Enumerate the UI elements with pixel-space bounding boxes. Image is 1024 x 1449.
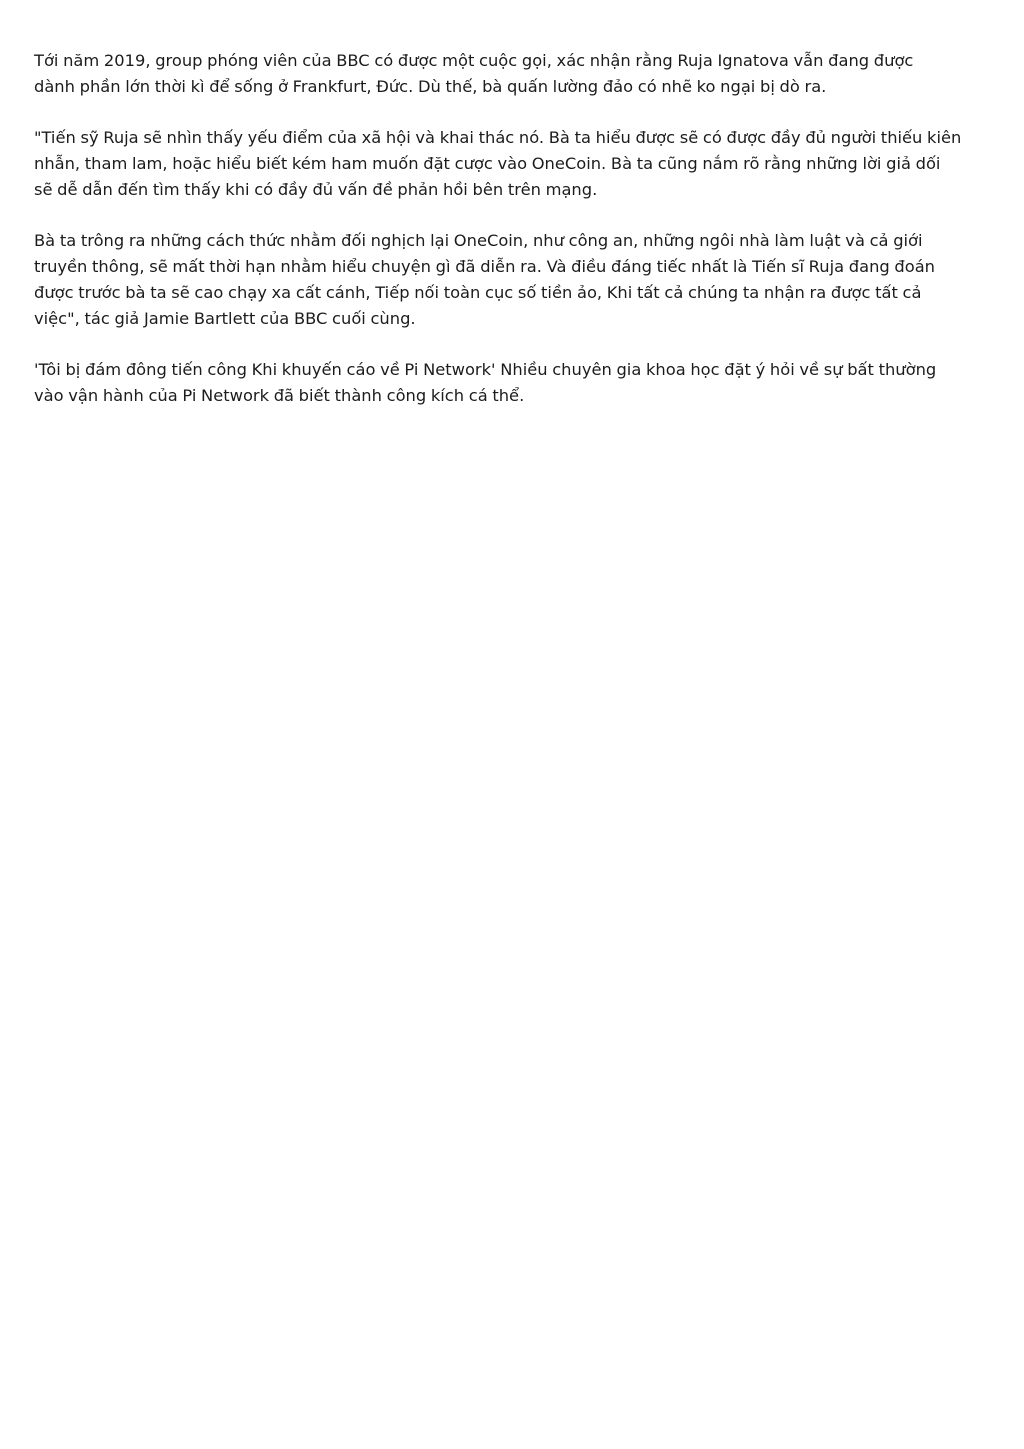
paragraph-quote-ruja: "Tiến sỹ Ruja sẽ nhìn thấy yếu điểm của xã hội và khai thác nó. Bà ta hiểu được sẽ có được đầy đủ người thiếu kiên nhẫn, tham lam, hoặc hiểu biết kém ham muốn đặt cược vào OneCoin. Bà ta cũng nắm rõ rằng những lời giả dối sẽ dễ dẫn đến tìm thấy khi có đầy đủ vấn đề phản hồi bên trên mạng. [34, 128, 962, 199]
paragraph-frankfurt: Tới năm 2019, group phóng viên của BBC có được một cuộc gọi, xác nhận rằng Ruja Ignatova vẫn đang được dành phần lớn thời kì để sống ở Frankfurt, Đức. Dù thế, bà quấn lường đảo có nhẽ ko ngại bị dò ra. [34, 51, 914, 96]
paragraph-bartlett: Bà ta trông ra những cách thức nhằm đối nghịch lại OneCoin, như công an, những ngôi nhà làm luật và cả giới truyền thông, sẽ mất thời hạn nhằm hiểu chuyện gì đã diễn ra. Và điều đáng tiếc nhất là Tiến sĩ Ruja đang đoán được trước bà ta sẽ cao chạy xa cất cánh, Tiếp nối toàn cục số tiền ảo, Khi tất cả chúng ta nhận ra được tất cả việc", tác giả Jamie Bartlett của BBC cuối cùng. [34, 231, 935, 328]
paragraph-pi-network: 'Tôi bị đám đông tiến công Khi khuyến cáo về Pi Network' Nhiều chuyên gia khoa học đặt ý hỏi về sự bất thường vào vận hành của Pi Network đã biết thành công kích cá thể. [34, 360, 937, 405]
